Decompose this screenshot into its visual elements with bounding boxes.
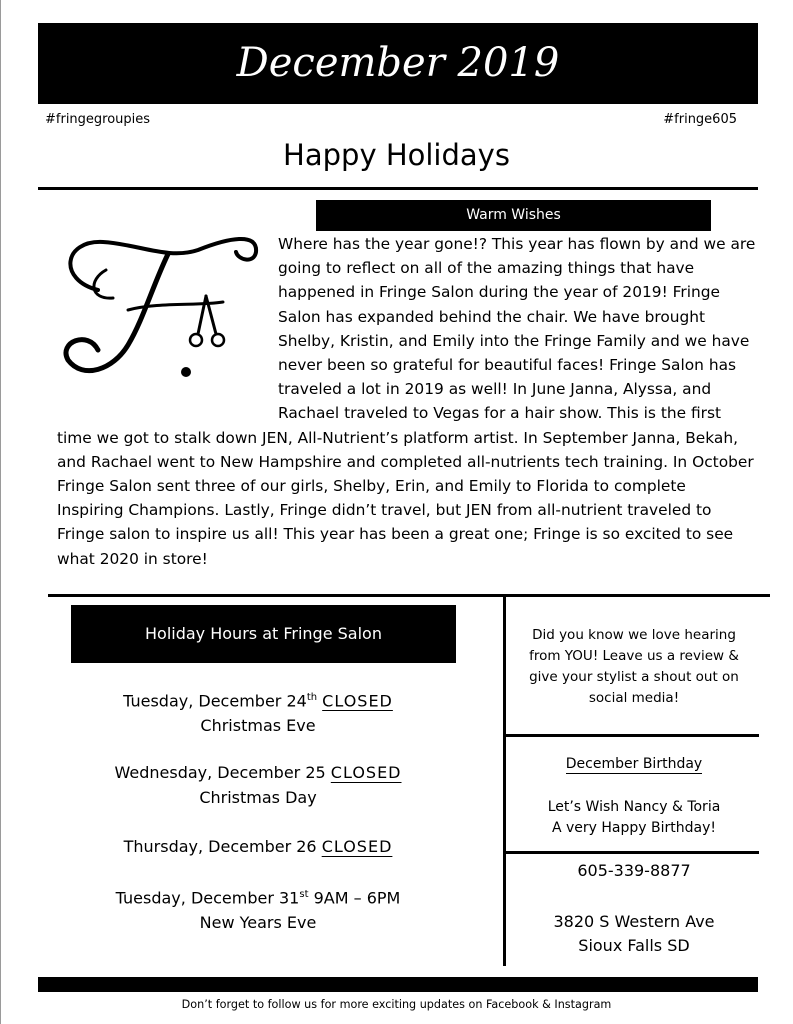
warm-wishes-text: Where has the year gone!? This year has flown by and we are going to reflect on all of the amazing things that have happened in Fringe Salon during the year of 2019! Fringe Salon has expanded behind the chair. We have brought Shelby, Kristin, and Emily into the Fringe Family and we have never been so grateful for beautiful faces! Fringe Salon has traveled a lot in 2019 as well! In June Janna, Alyssa, and Rachael traveled to Vegas for a hair show. This is the first time we got to stalk down JEN, All-Nutrient’s platform artist. In September Janna, Bekah, and Rachael went to New Hampshire and completed all-nutrients tech training. In October Fringe Salon sent three of our girls, Shelby, Erin, and Emily to Florida to complete Inspiring Champions. Lastly, Fringe didn’t travel, but JEN from all-nutrient traveled to Fringe salon to inspire us all! This year has been a great one; Fringe is so excited to see what 2020 in store!	[57, 235, 756, 568]
warm-wishes-label: Warm Wishes	[466, 207, 561, 223]
hours-day-suffix: th	[306, 692, 318, 703]
footer-text: Don’t forget to follow us for more exciting updates on Facebook & Instagram	[181, 998, 612, 1011]
hours-day: Wednesday, December 25	[114, 763, 326, 782]
holiday-hours-entry	[58, 760, 458, 810]
address-line-2: Sioux Falls SD	[578, 936, 690, 955]
newsletter-title: December 2019	[236, 40, 560, 86]
hours-day-suffix: st	[299, 889, 309, 900]
address	[508, 910, 760, 958]
birthday-line-1: Let’s Wish Nancy & Toria	[547, 799, 721, 815]
hours-day: Thursday, December 26	[123, 837, 317, 856]
address-line-1: 3820 S Western Ave	[553, 912, 715, 931]
birthday-message	[508, 797, 760, 839]
holiday-hours-label: Holiday Hours at Fringe Salon	[145, 624, 382, 643]
holiday-hours-entry	[58, 834, 458, 859]
birthday-title: December Birthday	[565, 756, 703, 772]
birthday-divider	[505, 851, 759, 854]
birthday-line-2: A very Happy Birthday!	[551, 820, 716, 836]
hours-note: Christmas Day	[199, 788, 317, 807]
phone-number: 605-339-8877	[577, 861, 691, 880]
holiday-hours-heading	[71, 605, 456, 663]
section-divider	[48, 594, 770, 597]
warm-wishes-story	[57, 232, 757, 571]
hours-day: Tuesday, December 31	[115, 888, 300, 908]
hours-note: Christmas Eve	[200, 716, 316, 736]
hours-day: Tuesday, December 24	[123, 691, 307, 711]
title-divider	[38, 187, 758, 190]
holiday-hours-entry	[58, 685, 458, 738]
review-divider	[505, 734, 759, 737]
holiday-hours-entry	[58, 882, 458, 935]
warm-wishes-heading	[316, 200, 711, 231]
hashtag-right: #fringe605	[663, 112, 737, 127]
review-note: Did you know we love hearing from YOU! Leave us a review & give your stylist a shout out on social media!	[529, 627, 739, 706]
hours-note: New Years Eve	[199, 913, 317, 933]
hours-status: CLOSED	[322, 691, 393, 711]
hashtag-left: #fringegroupies	[45, 112, 151, 127]
hours-status: CLOSED	[330, 763, 402, 782]
hours-status: CLOSED	[321, 837, 393, 856]
newsletter-banner	[38, 23, 758, 104]
footer-bar	[38, 977, 758, 992]
page-title: Happy Holidays	[283, 138, 510, 172]
hours-status: 9AM – 6PM	[313, 888, 401, 908]
column-divider	[503, 596, 506, 966]
birthday-heading	[508, 756, 760, 772]
